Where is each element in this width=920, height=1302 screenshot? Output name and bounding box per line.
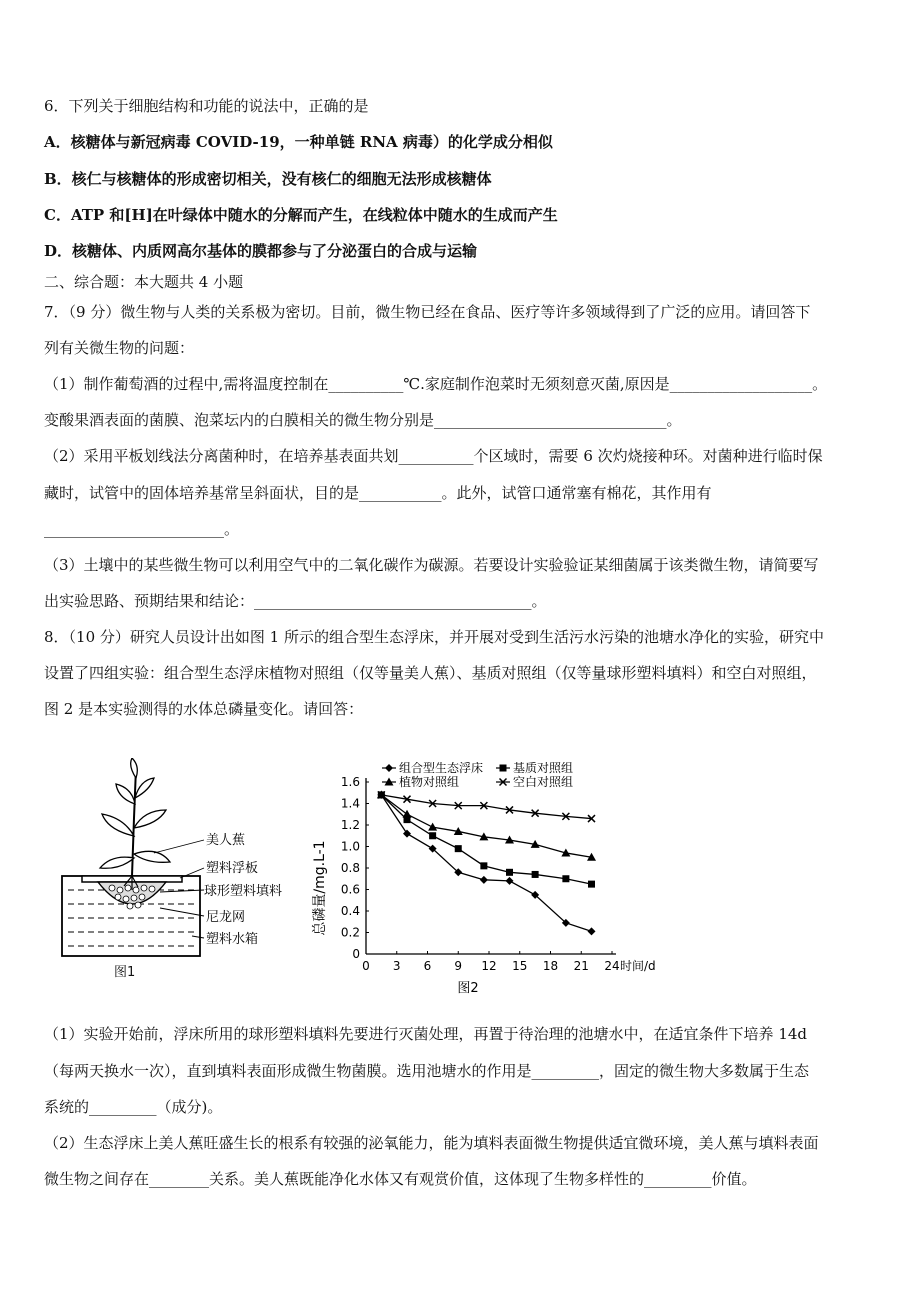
q7-line: （1）制作葡萄酒的过程中,需将温度控制在__________℃.家庭制作泡菜时无须刻意灭菌,原因是___________________。 xyxy=(44,375,828,393)
figure-1 xyxy=(42,758,302,992)
q8-sub-line: （每两天换水一次），直到填料表面形成微生物菌膜。选用池塘水的作用是_________，固定的微生物大多数属于生态 xyxy=(44,1062,810,1080)
q8-sub-line: （2）生态浮床上美人蕉旺盛生长的根系有较强的泌氧能力，能为填料表面微生物提供适宜微环境，美人蕉与填料表面 xyxy=(44,1134,819,1152)
q7-line: 列有关微生物的问题： xyxy=(44,339,195,357)
q8-line: 图 2 是本实验测得的水体总磷量变化。请回答： xyxy=(44,700,364,718)
data-point xyxy=(562,875,569,882)
q6-option-d: D．核糖体、内质网高尔基体的膜都参与了分泌蛋白的合成与运输 xyxy=(44,242,478,260)
label-canna: 美人蕉 xyxy=(206,833,246,848)
series-line xyxy=(381,795,591,819)
y-tick-label: 0.2 xyxy=(340,925,360,940)
q6-option-b: B．核仁与核糖体的形成密切相关，没有核仁的细胞无法形成核糖体 xyxy=(44,170,492,188)
q7-line: 出实验思路、预期结果和结论：_____________________________________。 xyxy=(44,592,547,610)
q8-line: 8．（10 分）研究人员设计出如图 1 所示的组合型生态浮床，并开展对受到生活污水污染的池塘水净化的实验，研究中 xyxy=(44,628,824,646)
x-tick-label: 18 xyxy=(542,959,559,973)
q7-line: 藏时，试管中的固体培养基常呈斜面状，目的是___________。此外，试管口通常塞有棉花，其作用有 xyxy=(44,484,712,502)
x-tick-label: 9 xyxy=(454,959,463,973)
y-tick-label: 1.0 xyxy=(340,839,360,854)
q7-line: （3）土壤中的某些微生物可以利用空气中的二氧化碳作为碳源。若要设计实验验证某细菌属于该类微生物，请简要写 xyxy=(44,556,819,574)
x-tick-label: 6 xyxy=(423,959,432,973)
y-tick-label: 1.6 xyxy=(340,775,360,789)
q8-sub-line: 系统的_________（成分)。 xyxy=(44,1098,223,1116)
y-tick-label: 0 xyxy=(352,947,360,961)
label-tank: 塑料水箱 xyxy=(206,932,259,947)
section-heading: 二、综合题：本大题共 4 小题 xyxy=(44,273,244,291)
q8-line: 设置了四组实验：组合型生态浮床植物对照组（仅等量美人蕉）、基质对照组（仅等量球形塑料填料）和空白对照组， xyxy=(44,664,817,682)
data-point xyxy=(480,876,488,884)
data-point xyxy=(403,810,412,818)
y-axis-label: 总磷量/mg.L-1 xyxy=(312,840,328,936)
data-point xyxy=(588,927,596,935)
x-tick-label: 3 xyxy=(392,959,401,973)
data-point xyxy=(455,845,462,852)
x-axis-label: 时间/d xyxy=(620,959,656,973)
data-point xyxy=(428,823,437,831)
q6-option-c: C．ATP 和[H]在叶绿体中随水的分解而产生，在线粒体中随水的生成而产生 xyxy=(44,206,558,224)
legend-label: 植物对照组 xyxy=(399,775,460,789)
y-tick-label: 0.8 xyxy=(340,861,360,875)
x-tick-label: 24 xyxy=(604,959,620,973)
data-point xyxy=(506,869,513,876)
legend-label: 组合型生态浮床 xyxy=(399,762,484,775)
q8-sub-line: （1）实验开始前，浮床所用的球形塑料填料先要进行灭菌处理，再置于待治理的池塘水中，在适宜条件下培养 14d xyxy=(44,1025,808,1043)
q7-line: 7．（9 分）微生物与人类的关系极为密切。目前，微生物已经在食品、医疗等许多领域得到了广泛的应用。请回答下 xyxy=(44,303,811,321)
label-filler: 球形塑料填料 xyxy=(204,884,283,899)
y-tick-label: 0.6 xyxy=(340,882,360,897)
data-point xyxy=(588,881,595,888)
data-point xyxy=(480,862,487,869)
q7-line: ________________________。 xyxy=(44,520,240,538)
figure-2-caption: 图2 xyxy=(457,981,479,996)
figure-1-caption: 图1 xyxy=(114,965,136,980)
q7-line: （2）采用平板划线法分离菌种时，在培养基表面共划__________个区域时，需要 6 次灼烧接种环。对菌种进行临时保 xyxy=(44,447,823,465)
label-float-board: 塑料浮板 xyxy=(206,861,259,876)
data-point xyxy=(429,832,436,839)
q6-stem: 6．下列关于细胞结构和功能的说法中，正确的是 xyxy=(44,97,369,115)
figure-2 xyxy=(300,762,690,1006)
y-tick-label: 1.4 xyxy=(340,796,360,811)
q6-option-a: A．核糖体与新冠病毒 COVID-19，一种单链 RNA 病毒）的化学成分相似 xyxy=(44,133,553,151)
x-tick-label: 0 xyxy=(362,959,370,973)
legend-label: 基质对照组 xyxy=(513,762,574,775)
x-tick-label: 15 xyxy=(512,959,528,973)
x-tick-label: 12 xyxy=(481,959,497,973)
chart-svg xyxy=(300,762,690,1002)
data-point xyxy=(532,871,539,878)
legend-marker xyxy=(385,764,393,772)
y-tick-label: 0.4 xyxy=(340,904,360,918)
legend-label: 空白对照组 xyxy=(513,775,574,789)
series-line xyxy=(381,795,591,857)
legend-marker xyxy=(500,765,507,772)
data-point xyxy=(403,830,411,838)
data-point xyxy=(506,877,514,885)
q8-sub-line: 微生物之间存在________关系。美人蕉既能净化水体又有观赏价值，这体现了生物多样性的_________价值。 xyxy=(44,1170,757,1188)
q7-line: 变酸果酒表面的菌膜、泡菜坛内的白膜相关的微生物分别是_______________________________。 xyxy=(44,411,682,429)
y-tick-label: 1.2 xyxy=(340,818,360,832)
label-nylon-net: 尼龙网 xyxy=(206,910,246,925)
x-tick-label: 21 xyxy=(573,959,589,973)
